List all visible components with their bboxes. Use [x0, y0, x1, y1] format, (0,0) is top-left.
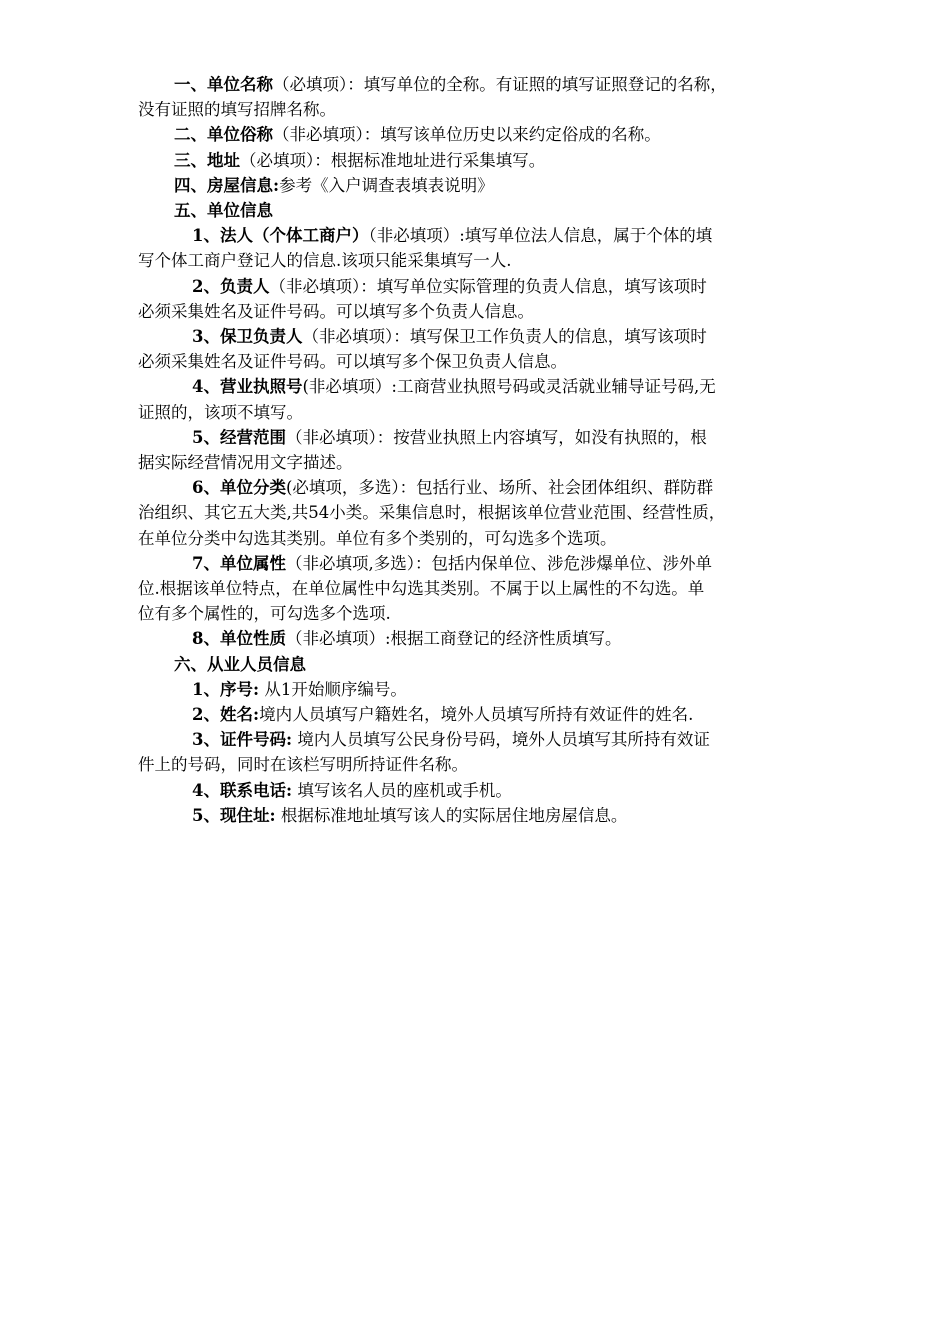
section-staff-info-heading: 六、从业人员信息 — [174, 654, 306, 674]
item-heading: 3、保卫负责人 — [192, 327, 303, 347]
item-note: (非必填项）: — [302, 377, 397, 397]
item-text: 填写保卫工作负责人的信息，填写该项时 — [409, 327, 707, 347]
item-heading: 8、单位性质 — [192, 629, 286, 649]
item-note: （非必填项,多选）： — [285, 553, 432, 573]
section-text-continuation: 没有证照的填写招牌名称。 — [138, 100, 336, 120]
item-text-continuation: 必须采集姓名及证件号码。可以填写多个保卫负责人信息。 — [138, 352, 567, 372]
item-text: 包括内保单位、涉危涉爆单位、涉外单 — [431, 553, 712, 573]
item-note: （非必填项）: — [285, 629, 391, 649]
item-heading: 2、姓名: — [192, 705, 260, 725]
section-note: （必填项）： — [273, 75, 364, 94]
item-note: （非必填项）： — [269, 276, 377, 296]
item-text-continuation: 治组织、其它五大类,共54小类。采集信息时，根据该单位营业范围、经营性质， — [138, 503, 726, 523]
item-text-continuation: 位有多个属性的，可勾选多个选项. — [138, 604, 391, 624]
item-heading: 1、法人（个体工商户） — [192, 226, 369, 246]
item-heading: 3、证件号码: — [192, 730, 293, 750]
unit-item-classification — [138, 475, 818, 500]
item-heading: 1、序号: — [192, 679, 260, 699]
section-text: 根据标准地址进行采集填写。 — [330, 150, 546, 170]
unit-item-person-in-charge — [138, 274, 818, 299]
item-text: 填写单位法人信息，属于个体的填 — [464, 226, 713, 246]
item-heading: 7、单位属性 — [192, 553, 286, 573]
item-text: 根据工商登记的经济性质填写。 — [390, 629, 622, 649]
unit-item-legal-person — [138, 223, 818, 248]
item-text-continuation: 在单位分类中勾选其类别。单位有多个类别的，可勾选多个选项。 — [138, 528, 617, 548]
section-text: 填写该单位历史以来约定俗成的名称。 — [380, 125, 661, 145]
staff-item-id-number — [138, 727, 818, 752]
item-note: (必填项，多选）： — [285, 478, 417, 498]
item-text: 工商营业执照号码或灵活就业辅导证号码,无 — [396, 377, 716, 397]
item-heading: 6、单位分类 — [192, 478, 286, 498]
item-heading: 4、联系电话: — [192, 780, 293, 800]
unit-item-security-officer — [138, 324, 818, 349]
item-text-continuation: 件上的号码，同时在该栏写明所持证件名称。 — [138, 755, 468, 775]
unit-item-nature — [138, 626, 818, 651]
unit-item-attributes — [138, 551, 818, 576]
item-heading: 4、营业执照号 — [192, 377, 303, 397]
item-text: 境内人员填写户籍姓名，境外人员填写所持有效证件的姓名. — [259, 705, 694, 725]
section-unit-alias — [138, 122, 818, 147]
item-note: （非必填项）： — [285, 427, 394, 447]
unit-item-business-scope — [138, 425, 818, 450]
item-note: （非必填项）: — [368, 226, 465, 246]
item-heading: 5、现住址: — [192, 805, 276, 825]
section-unit-info-heading: 五、单位信息 — [174, 201, 273, 221]
section-text: 参考《入户调查表填表说明》 — [279, 175, 494, 195]
item-text: 境内人员填写公民身份号码，境外人员填写其所持有效证 — [297, 730, 710, 750]
section-note: （非必填项）： — [273, 125, 381, 145]
item-heading: 2、负责人 — [192, 276, 270, 296]
item-text-continuation: 证照的，该项不填写。 — [138, 402, 303, 422]
section-house-info — [138, 173, 818, 198]
section-note: （必填项）： — [240, 150, 331, 170]
item-heading: 5、经营范围 — [192, 427, 286, 447]
section-unit-name — [138, 72, 818, 97]
staff-item-current-address — [138, 803, 818, 828]
item-text-continuation: 据实际经营情况用文字描述。 — [138, 453, 353, 473]
item-text: 按营业执照上内容填写，如没有执照的，根 — [393, 427, 707, 447]
item-text-continuation: 写个体工商户登记人的信息.该项只能采集填写一人. — [138, 251, 512, 271]
section-heading: 二、单位俗称 — [174, 125, 273, 145]
staff-item-name — [138, 702, 818, 727]
section-address — [138, 148, 818, 173]
item-text: 根据标准地址填写该人的实际居住地房屋信息。 — [280, 805, 628, 825]
unit-item-license-number — [138, 374, 818, 399]
item-text: 包括行业、场所、社会团体组织、群防群 — [416, 478, 714, 498]
section-heading: 三、地址 — [174, 150, 240, 170]
staff-item-serial-number — [138, 677, 818, 702]
section-heading: 四、房屋信息: — [174, 175, 280, 195]
item-text: 从1开始顺序编号。 — [264, 679, 407, 699]
item-text-continuation: 位.根据该单位特点，在单位属性中勾选其类别。不属于以上属性的不勾选。单 — [138, 579, 705, 599]
item-text: 填写单位实际管理的负责人信息，填写该项时 — [376, 276, 707, 296]
section-text: 填写单位的全称。有证照的填写证照登记的名称， — [363, 75, 727, 94]
section-heading: 一、单位名称 — [174, 75, 273, 94]
item-note: （非必填项）： — [302, 327, 410, 347]
item-text-continuation: 必须采集姓名及证件号码。可以填写多个负责人信息。 — [138, 301, 534, 321]
item-text: 填写该名人员的座机或手机。 — [297, 780, 512, 800]
staff-item-phone — [138, 778, 818, 803]
document-page — [138, 72, 818, 828]
